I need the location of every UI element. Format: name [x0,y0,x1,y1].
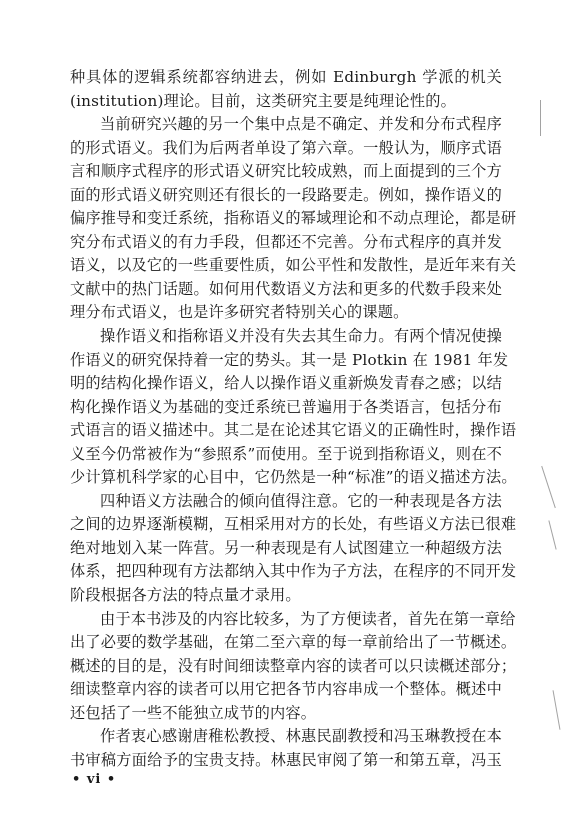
text-line: 文献中的热门话题。如何用代数语义方法和更多的代数手段来处 [70,279,502,298]
text-line: 操作语义和指称语义并没有失去其生命力。有两个情况使操 [100,327,502,346]
text-line: 之间的边界逐渐模糊，互相采用对方的长处，有些语义方法已很难 [70,515,517,534]
text-line: 概述的目的是，没有时间细读整章内容的读者可以只读概述部分； [70,656,517,675]
text-line: 明的结构化操作语义，给人以操作语义重新焕发青春之感；以结 [70,374,502,393]
text-line: 体系，把四种现有方法都纳入其中作为子方法，在程序的不同开发 [70,562,517,581]
text-line: 的形式语义。我们为后两者单设了第六章。一般认为，顺序式语 [70,138,502,157]
text-line: 面的形式语义研究则还有很长的一段路要走。例如，操作语义的 [70,185,502,204]
text-line: 作者衷心感谢唐稚松教授、林惠民副教授和冯玉琳教授在本 [100,727,502,746]
text-line: 四种语义方法融合的倾向值得注意。它的一种表现是各方法 [100,491,502,510]
text-line: 种具体的逻辑系统都容纳进去，例如 Edinburgh 学派的机关 [70,68,502,86]
text-line: 当前研究兴趣的另一个集中点是不确定、并发和分布式程序 [100,115,502,134]
text-line: 由于本书涉及的内容比较多，为了方便读者，首先在第一章给 [100,609,516,628]
scan-mark [548,520,556,549]
text-line: 构化操作语义为基础的变迁系统已普遍用于各类语言，包括分布 [70,397,502,416]
text-line: 究分布式语义的有力手段，但都还不完善。分布式程序的真并发 [70,232,502,251]
text-line: (institution)理论。目前，这类研究主要是纯理论性的。 [70,91,456,110]
text-line: 还包括了一些不能独立成节的内容。 [70,703,317,722]
text-line: 少计算机科学家的心目中，它仍然是一种“标准”的语义描述方法。 [70,468,517,487]
text-line: 细读整章内容的读者可以用它把各节内容串成一个整体。概述中 [70,680,502,699]
text-line: 语义，以及它的一些重要性质，如公平性和发散性，是近年来有关 [70,256,517,275]
scan-mark [540,100,541,136]
text-line: 绝对地划入某一阵营。另一种表现是有人试图建立一种超级方法 [70,538,502,557]
text-line: 出了必要的数学基础，在第二至六章的每一章前给出了一节概述。 [70,633,517,652]
text-line: 阶段根据各方法的特点量才录用。 [70,586,301,605]
text-line: 书审稿方面给予的宝贵支持。林惠民审阅了第一和第五章，冯玉 [70,750,502,769]
text-line: 言和顺序式程序的形式语义研究比较成熟，而上面提到的三个方 [70,162,502,181]
body-text [70,66,517,772]
page-number: • vi • [72,772,117,787]
text-line: 作语义的研究保持着一定的势头。其一是 Plotkin 在 1981 年发 [70,350,509,369]
text-line: 式语言的语义描述中。其二是在论述其它语义的正确性时，操作语 [70,421,517,440]
scan-mark [541,466,556,508]
text-line: 理分布式语义，也是许多研究者特别关心的课题。 [70,303,409,322]
text-line: 偏序推导和变迁系统，指称语义的幂域理论和不动点理论，都是研 [70,209,517,228]
scan-mark [553,690,561,730]
text-line: 义至今仍常被作为“参照系”而使用。至于说到指称语义，则在不 [70,444,502,463]
